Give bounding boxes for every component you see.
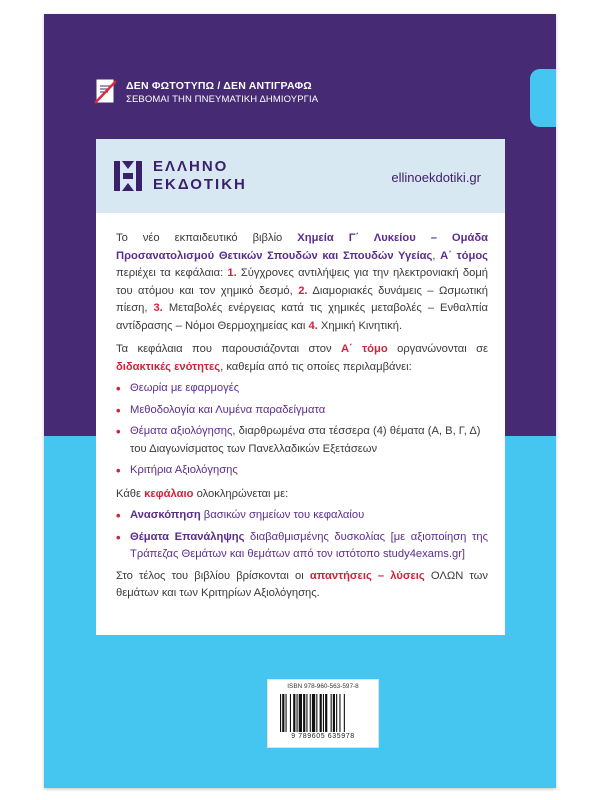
volume-label: Α΄ τόμος [440,249,488,262]
chapter-2-number: 2. [298,284,308,297]
no-photocopy-icon [94,78,118,106]
end-text: Στο τέλος του βιβλίου βρίσκονται οι [116,569,310,582]
bullet-icon: • [116,402,121,418]
bullet-icon: • [116,529,121,545]
end-post-text: ΟΛΩΝ των θεμάτων και των Κριτηρίων Αξιολόγησης. [116,569,488,599]
units-mid-text: οργανώνονται σε [387,343,488,355]
bullet-icon: • [116,381,121,396]
chapter-3-number: 3. [153,302,163,314]
units-volume: Α΄ τόμο [340,343,388,355]
publisher-logo-line1: ΕΛΛΗΝΟ [153,158,229,175]
description-box [96,213,505,635]
list-item-text: Μεθοδολογία και Λυμένα παραδείγματα [130,403,326,416]
list-item [116,507,488,525]
no-copy-notice [94,78,318,106]
intro-text: Το νέο εκπαιδευτικό βιβλίο [116,232,298,244]
bullet-icon: • [116,424,121,439]
no-copy-title: ΔΕΝ ΦΩΤΟΤΥΠΩ / ΔΕΝ ΑΝΤΙΓΡΑΦΩ [126,79,312,92]
publisher-logo-icon [114,161,142,191]
list-item [116,462,488,480]
list-item [116,380,488,398]
chapter-4-number: 4. [308,319,318,332]
every-highlight: κεφάλαιο [144,487,194,500]
barcode-number: 9 789605 635978 [291,733,355,740]
publisher-box [96,139,505,213]
list-item [116,529,488,564]
intro-comma: , [432,249,441,262]
isbn-label: ISBN 978-960-563-597-8 [287,683,359,690]
barcode [267,679,379,748]
units-highlight: διδακτικές ενότητες [116,360,221,373]
units-text: Τα κεφάλαια που παρουσιάζονται στον [116,343,341,355]
list-item-highlight: Θέματα αξιολόγησης [130,425,233,437]
end-paragraph [116,568,488,603]
every-post-text: ολοκληρώνεται με: [193,487,289,500]
end-highlight: απαντήσεις – λύσεις [309,569,425,582]
list-item-highlight: Θέματα Επανάληψης [130,530,245,543]
chapter-1-number: 1. [227,267,237,279]
list-item-text: διαβαθμισμένης δυσκολίας [με αξιοποίηση της Τράπεζας Θεμάτων και θεμάτων από τον ιστότοπο study4exams.gr] [130,530,489,560]
list-item-text: Θεωρία με εφαρμογές [130,382,240,394]
bullet-icon: • [116,463,121,478]
book-title: Χημεία Γ΄ Λυκείου – Ομάδα Προσανατολισμού Θετικών Σπουδών και Σπουδών Υγείας [116,232,489,262]
units-paragraph [116,341,488,376]
list-item-text: βασικών σημείων του κεφαλαίου [200,509,365,521]
chapter-3-text: Μεταβολές ενέργειας κατά τις χημικές μεταβολές – Ενθαλπία αντίδρασης – Νόμοι Θερμοχημείας και [116,302,488,332]
description-text [116,230,488,603]
publisher-logo-line2: ΕΚΔΟΤΙΚΗ [153,176,247,193]
chapter-2-text: Διαμοριακές δυνάμεις – Ωσμωτική πίεση, [116,284,489,314]
chapter-1-text: Σύγχρονες αντιλήψεις για την ηλεκτρονιακή δομή του ατόμου και τον χημικό δεσμό, [116,267,488,297]
list-item [116,423,488,458]
book-back-cover [44,14,556,788]
intro-mid-text: περιέχει τα κεφάλαια: [116,267,228,279]
chapter-4-text: Χημική Κινητική. [317,319,403,332]
units-post-text: , καθεμία από τις οποίες περιλαμβάνει: [220,360,412,373]
list-item-text: Κριτήρια Αξιολόγησης [130,464,238,476]
bullet-icon: • [116,508,121,523]
intro-paragraph [116,230,488,335]
list-item-highlight: Ανασκόπηση [130,509,201,521]
list-item-text: , διαρθρωμένα στα τέσσερα (4) θέματα (Α, Β, Γ, Δ) του Διαγωνίσματος των Πανελλαδικών Εξετάσεων [130,425,481,455]
barcode-icon [280,694,366,732]
no-copy-subtitle: ΣΕΒΟΜΑΙ ΤΗΝ ΠΝΕΥΜΑΤΙΚΗ ΔΗΜΙΟΥΡΓΙΑ [126,93,319,105]
publisher-logo-text [153,158,247,194]
chapter-ending-paragraph [116,486,488,504]
cover-side-tab [530,69,556,127]
list-item [116,402,488,420]
publisher-website: ellinoekdotiki.gr [391,170,481,185]
every-text: Κάθε [116,487,145,500]
